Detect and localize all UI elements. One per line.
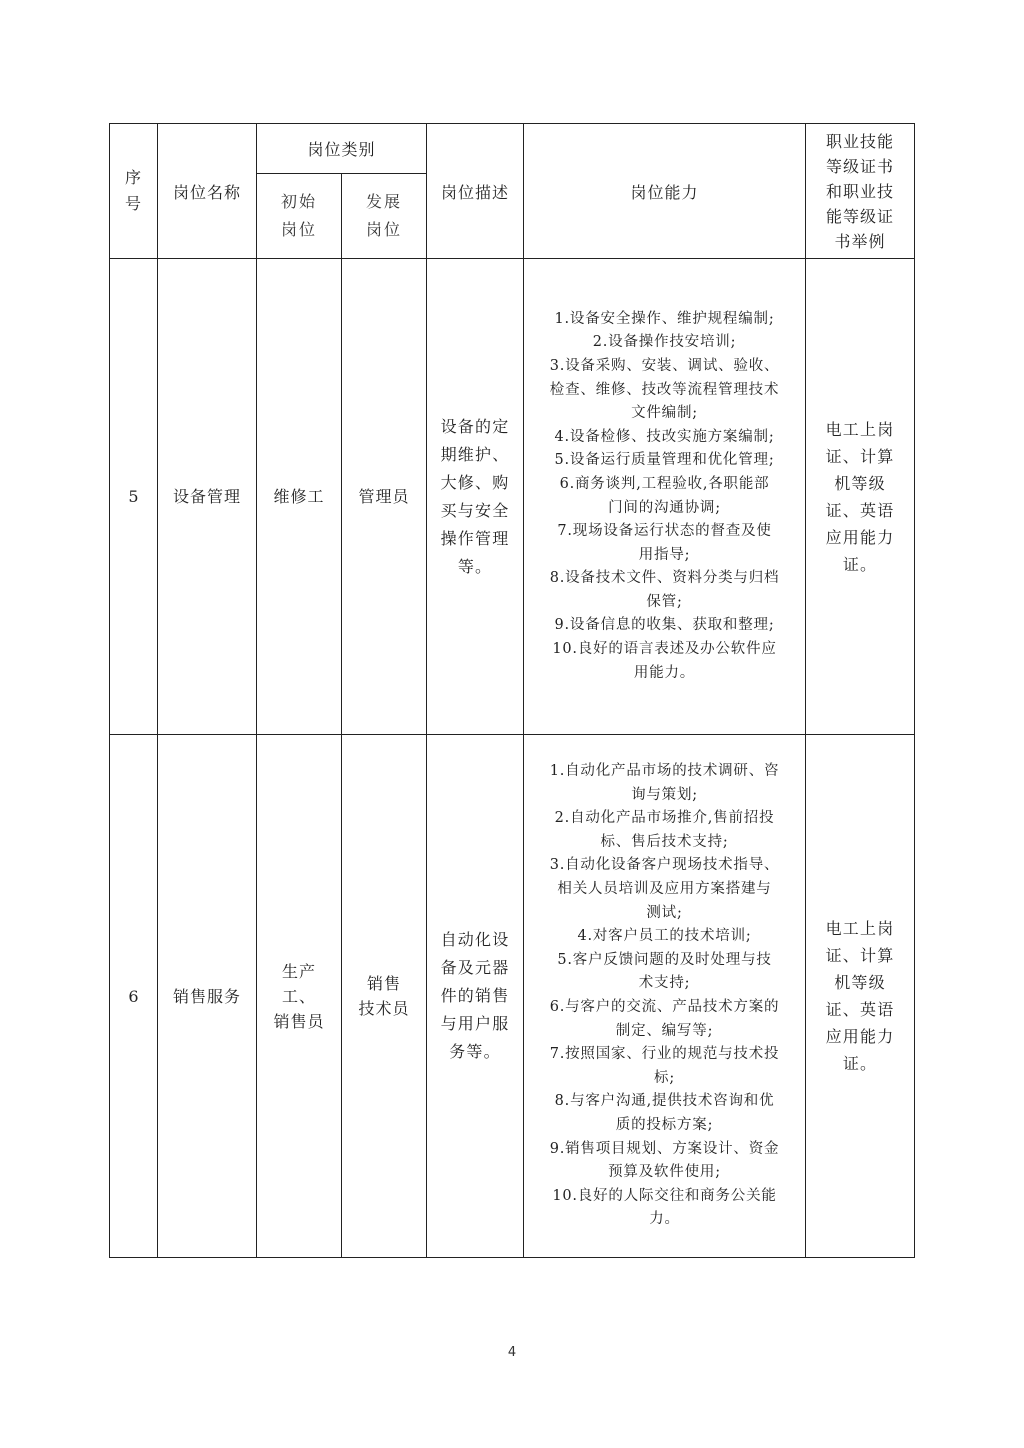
row-certificate: 电工上岗 证、计算 机等级 证、英语 应用能力 证。 (806, 735, 915, 1258)
ability-line: 4.对客户员工的技术培训; (577, 928, 752, 945)
ability-line: 门间的沟通协调; (608, 499, 721, 516)
header-name: 岗位名称 (158, 124, 257, 259)
ability-line: 2.自动化产品市场推介,售前招投 (554, 810, 775, 827)
ability-line: 询与策划; (631, 786, 698, 803)
row-development: 管理员 (342, 259, 427, 735)
ability-line: 文件编制; (631, 405, 698, 422)
ability-line: 测试; (646, 904, 683, 921)
row-seq: 6 (110, 735, 158, 1258)
ability-line: 检查、维修、技改等流程管理技术 (549, 381, 780, 398)
ability-line: 标、售后技术支持; (600, 833, 729, 850)
ability-line: 5.设备运行质量管理和优化管理; (554, 452, 775, 469)
row-description: 自动化设 备及元器 件的销售 与用户服 务等。 (427, 735, 524, 1258)
row-seq: 5 (110, 259, 158, 735)
ability-line: 术支持; (638, 975, 691, 992)
table-row (110, 259, 915, 735)
row-name: 销售服务 (158, 735, 257, 1258)
ability-line: 9.销售项目规划、方案设计、资金 (549, 1140, 780, 1157)
ability-line: 1.自动化产品市场的技术调研、咨 (549, 763, 780, 780)
header-ability: 岗位能力 (524, 124, 806, 259)
ability-line: 用指导; (638, 546, 691, 563)
row-initial: 生产 工、 销售员 (257, 735, 342, 1258)
row-name: 设备管理 (158, 259, 257, 735)
ability-line: 9.设备信息的收集、获取和整理; (554, 617, 775, 634)
header-seq (110, 124, 158, 259)
ability-line: 相关人员培训及应用方案搭建与 (557, 881, 772, 898)
ability-line: 7.按照国家、行业的规范与技术投 (549, 1046, 780, 1063)
row-initial: 维修工 (257, 259, 342, 735)
row-abilities (524, 259, 806, 735)
row-certificate: 电工上岗 证、计算 机等级 证、英语 应用能力 证。 (806, 259, 915, 735)
page-number: 4 (507, 1345, 517, 1360)
table-row (110, 735, 915, 1258)
ability-line: 10.良好的人际交往和商务公关能 (552, 1187, 777, 1204)
ability-line: 3.设备采购、安装、调试、验收、 (549, 357, 780, 374)
ability-line: 5.客户反馈问题的及时处理与技 (557, 951, 772, 968)
ability-line: 6.与客户的交流、产品技术方案的 (549, 999, 780, 1015)
ability-line: 8.设备技术文件、资料分类与归档 (549, 570, 780, 587)
ability-line: 10.良好的语言表述及办公软件应 (552, 641, 777, 658)
row-abilities (524, 735, 806, 1258)
ability-line: 4.设备检修、技改实施方案编制; (554, 428, 775, 445)
row-development: 销售 技术员 (342, 735, 427, 1258)
ability-line: 用能力。 (633, 664, 696, 681)
ability-line: 保管; (646, 593, 683, 610)
ability-line: 3.自动化设备客户现场技术指导、 (549, 857, 780, 874)
ability-line: 制定、编写等; (615, 1022, 714, 1039)
ability-line: 8.与客户沟通,提供技术咨询和优 (554, 1093, 775, 1110)
row-description: 设备的定 期维护、 大修、购 买与安全 操作管理 等。 (427, 259, 524, 735)
ability-line: 力。 (649, 1211, 680, 1228)
header-initial: 初始 岗位 (257, 174, 342, 259)
ability-line: 7.现场设备运行状态的督查及使 (557, 523, 772, 540)
job-table (109, 123, 915, 1258)
header-development: 发展 岗位 (342, 174, 427, 259)
ability-line: 标; (654, 1069, 676, 1086)
ability-line: 2.设备操作技安培训; (592, 334, 737, 351)
header-category: 岗位类别 (257, 124, 427, 174)
ability-line: 预算及软件使用; (608, 1164, 721, 1181)
header-description: 岗位描述 (427, 124, 524, 259)
header-seq-char: 号 (124, 194, 142, 213)
ability-line: 1.设备安全操作、维护规程编制; (554, 310, 775, 327)
header-seq-char: 序 (124, 168, 142, 187)
ability-line: 6.商务谈判,工程验收,各职能部 (559, 475, 770, 492)
ability-line: 质的投标方案; (615, 1116, 714, 1133)
header-certificate: 职业技能 等级证书 和职业技 能等级证 书举例 (806, 124, 915, 259)
